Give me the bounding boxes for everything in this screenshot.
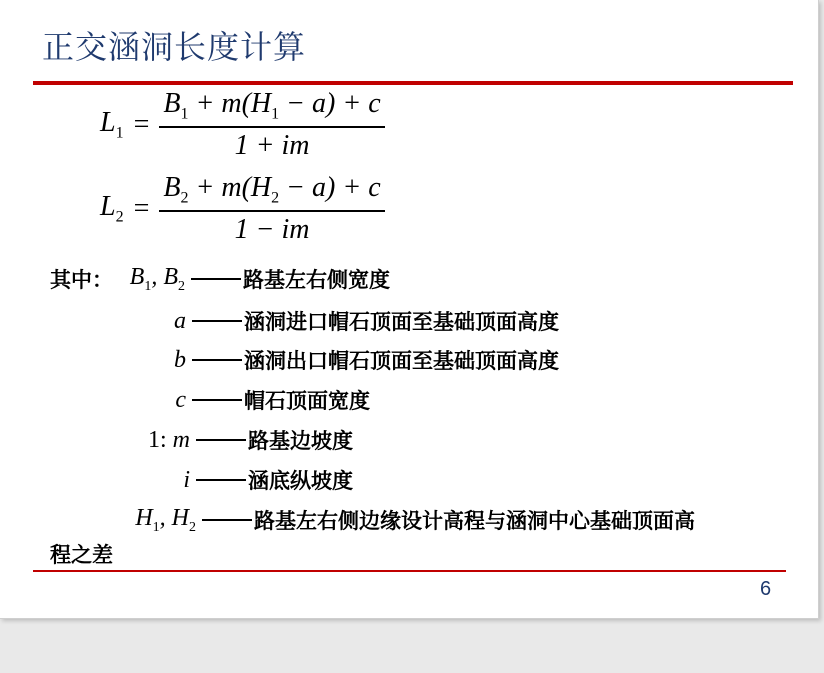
legend-dash — [192, 359, 242, 361]
legend-symbol: c — [175, 386, 186, 413]
formula-l1 — [100, 88, 385, 162]
legend-dash — [191, 278, 241, 280]
legend-row-1m — [140, 425, 353, 455]
legend-dash — [192, 399, 242, 401]
formula-l2-fraction — [159, 172, 384, 246]
legend-dash — [196, 479, 246, 481]
legend-dash — [192, 320, 242, 322]
equals-sign: = — [133, 108, 150, 140]
legend-symbol: $H_1$, $H_2$ — [135, 505, 196, 535]
legend-description-continued: 程之差 — [50, 543, 113, 567]
formula-l1-denominator: 1 + im — [234, 129, 310, 161]
legend-dash — [202, 519, 252, 521]
legend-description: 涵底纵坡度 — [248, 469, 353, 493]
formula-l1-numerator: $B_1 + m(H_1 - a) + c$ — [159, 88, 384, 128]
legend-description: 涵洞出口帽石顶面至基础顶面高度 — [244, 349, 559, 373]
legend-symbol: a — [174, 307, 186, 334]
legend-description: 路基边坡度 — [248, 429, 353, 453]
legend-description: 涵洞进口帽石顶面至基础顶面高度 — [244, 310, 559, 334]
formula-l2-numerator: $B_2 + m(H_2 - a) + c$ — [159, 172, 384, 212]
legend-dash — [196, 439, 246, 441]
legend-symbol: i — [183, 466, 190, 493]
formula-l2-denominator: 1 − im — [234, 213, 310, 245]
legend-row-c — [150, 385, 370, 415]
formula-l1-fraction — [159, 88, 384, 162]
formula-l2 — [100, 172, 385, 246]
title-divider — [33, 81, 793, 85]
legend-description: 帽石顶面宽度 — [244, 389, 370, 413]
equals-sign: = — [133, 192, 150, 224]
formula-l2-lhs: $L_2$ — [100, 191, 124, 226]
legend-symbol: $B_1$, $B_2$ — [129, 264, 185, 294]
slide-title: 正交涵洞长度计算 — [42, 28, 307, 66]
legend-row-a — [150, 306, 559, 336]
legend-intro-label: 其中： — [50, 268, 113, 293]
legend-row-b — [150, 345, 559, 375]
formula-l1-lhs: $L_1$ — [100, 107, 124, 142]
page-number: 6 — [760, 578, 772, 600]
footer-divider — [33, 570, 786, 572]
legend-description: 路基左右侧宽度 — [243, 268, 390, 293]
legend-row-h1h2 — [118, 505, 695, 536]
legend-description: 路基左右侧边缘设计高程与涵洞中心基础顶面高 — [254, 509, 695, 534]
legend-row-b1b2 — [50, 264, 390, 295]
legend-symbol: b — [174, 346, 186, 373]
legend-row-i — [160, 465, 353, 495]
legend-symbol: 1: m — [147, 426, 190, 453]
